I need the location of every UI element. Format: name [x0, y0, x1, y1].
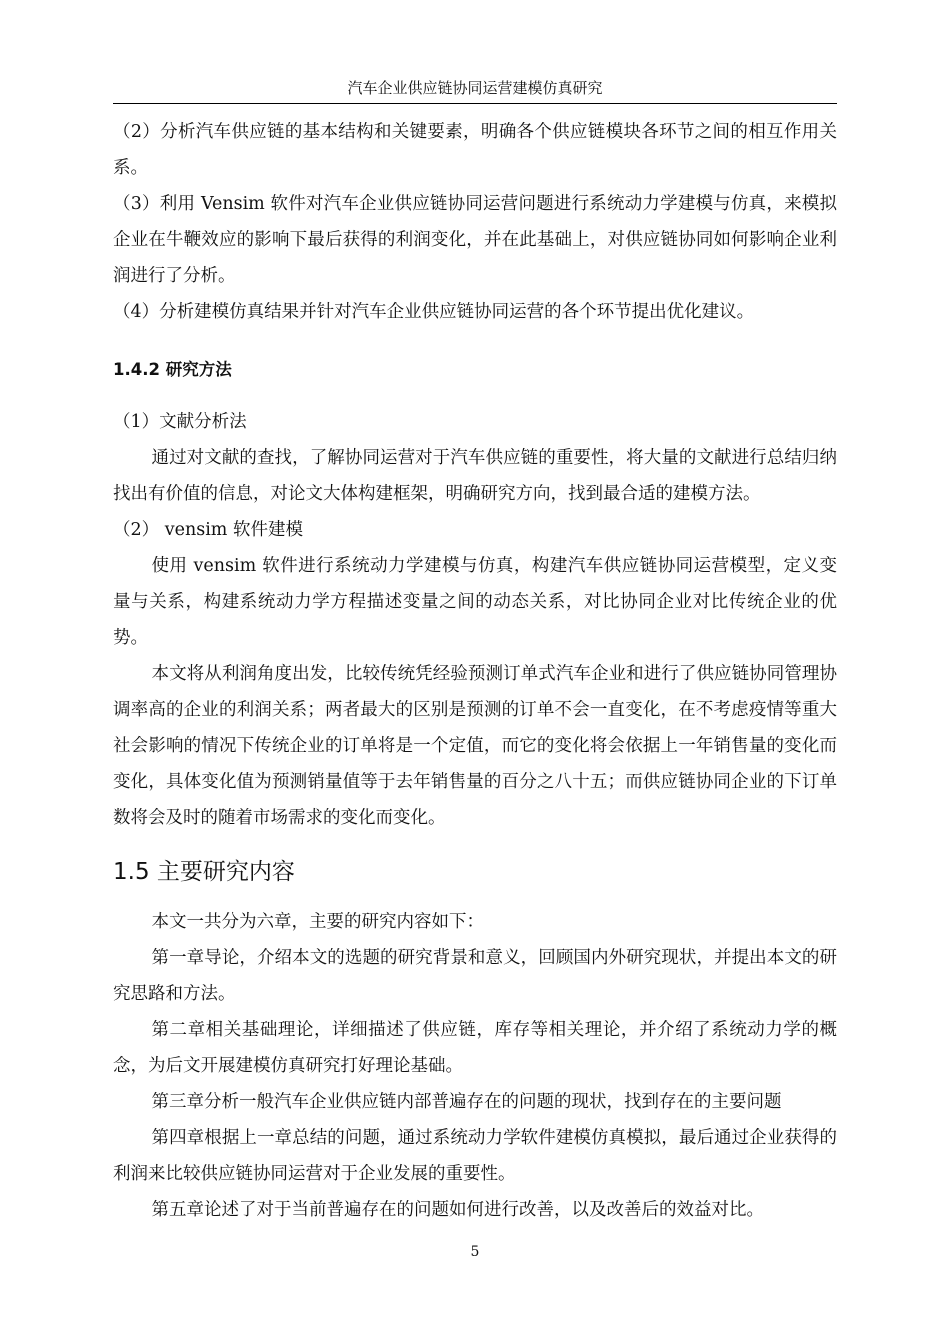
subsection-heading: 1.4.2 研究方法: [113, 360, 232, 379]
paragraph-item-2: （2）分析汽车供应链的基本结构和关键要素，明确各个供应链模块各环节之间的相互作用关系。: [113, 122, 837, 178]
method-2-label: （2） vensim 软件建模: [113, 520, 303, 540]
paragraph: 第二章相关基础理论，详细描述了供应链，库存等相关理论，并介绍了系统动力学的概念，为后文开展建模仿真研究打好理论基础。: [113, 1020, 837, 1076]
paragraph: 第三章分析一般汽车企业供应链内部普遍存在的问题的现状，找到存在的主要问题: [151, 1092, 782, 1112]
page-number: 5: [470, 1244, 480, 1260]
body-text: [113, 114, 837, 1228]
paragraph: 本文将从利润角度出发，比较传统凭经验预测订单式汽车企业和进行了供应链协同管理协调率高的企业的利润关系；两者最大的区别是预测的订单不会一直变化，在不考虑疫情等重大社会影响的情况下传统企业的订单将是一个定值，而它的变化将会依据上一年销售量的变化而变化，具体变化值为预测销量值等于去年销售量的百分之八十五；而供应链协同企业的下订单数将会及时的随着市场需求的变化而变化。: [113, 664, 837, 828]
method-1-label: （1）文献分析法: [113, 412, 247, 432]
section-heading: 1.5 主要研究内容: [113, 859, 295, 885]
paragraph-item-3: （3）利用 Vensim 软件对汽车企业供应链协同运营问题进行系统动力学建模与仿真，来模拟企业在牛鞭效应的影响下最后获得的利润变化，并在此基础上，对供应链协同如何影响企业利润进行了分析。: [113, 194, 837, 286]
paragraph: 通过对文献的查找，了解协同运营对于汽车供应链的重要性，将大量的文献进行总结归纳找出有价值的信息，对论文大体构建框架，明确研究方向，找到最合适的建模方法。: [113, 448, 837, 504]
running-header: 汽车企业供应链协同运营建模仿真研究: [347, 79, 603, 97]
paragraph: 第一章导论，介绍本文的选题的研究背景和意义，回顾国内外研究现状，并提出本文的研究思路和方法。: [113, 948, 837, 1004]
paragraph: 第五章论述了对于当前普遍存在的问题如何进行改善，以及改善后的效益对比。: [151, 1200, 764, 1220]
header-rule: [113, 103, 837, 104]
paragraph-item-4: （4）分析建模仿真结果并针对汽车企业供应链协同运营的各个环节提出优化建议。: [113, 302, 755, 322]
paragraph: 本文一共分为六章，主要的研究内容如下：: [151, 912, 484, 932]
paragraph: 使用 vensim 软件进行系统动力学建模与仿真，构建汽车供应链协同运营模型，定义变量与关系，构建系统动力学方程描述变量之间的动态关系，对比协同企业对比传统企业的优势。: [113, 556, 837, 648]
paragraph: 第四章根据上一章总结的问题，通过系统动力学软件建模仿真模拟，最后通过企业获得的利润来比较供应链协同运营对于企业发展的重要性。: [113, 1128, 837, 1184]
